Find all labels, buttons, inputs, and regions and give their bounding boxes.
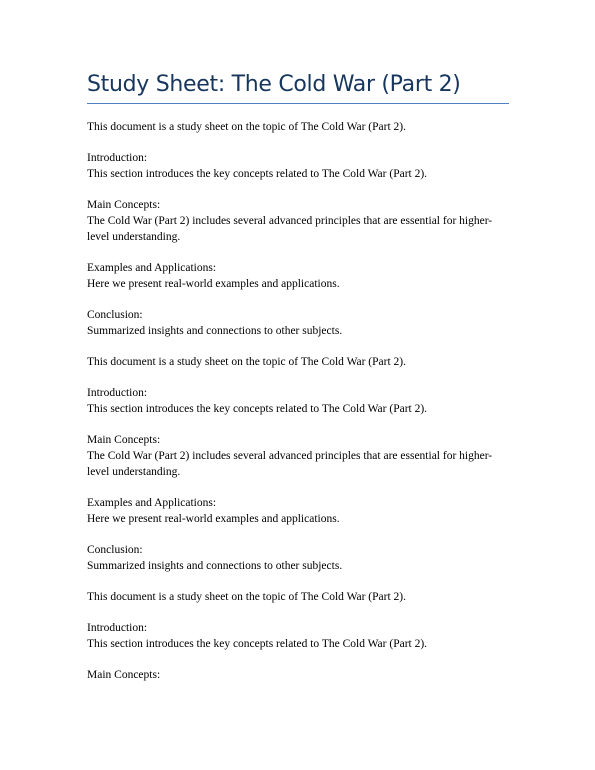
main-concepts-section bbox=[87, 197, 507, 245]
section-heading: Main Concepts: bbox=[87, 434, 161, 446]
introduction-section bbox=[87, 150, 507, 182]
section-text: This section introduces the key concepts related to The Cold War (Part 2). bbox=[87, 168, 428, 180]
section-text: This section introduces the key concepts related to The Cold War (Part 2). bbox=[87, 638, 428, 650]
intro-paragraph: This document is a study sheet on the topic of The Cold War (Part 2). bbox=[87, 591, 406, 603]
section-text: Summarized insights and connections to other subjects. bbox=[87, 560, 343, 572]
section-heading: Introduction: bbox=[87, 387, 148, 399]
document-body bbox=[87, 119, 507, 698]
examples-section bbox=[87, 260, 507, 292]
section-heading: Main Concepts: bbox=[87, 669, 161, 681]
conclusion-section bbox=[87, 542, 507, 574]
main-concepts-section bbox=[87, 432, 507, 480]
introduction-section bbox=[87, 385, 507, 417]
section-heading: Examples and Applications: bbox=[87, 262, 217, 274]
document-title: Study Sheet: The Cold War (Part 2) bbox=[87, 72, 461, 97]
main-concepts-section bbox=[87, 667, 507, 683]
section-heading: Introduction: bbox=[87, 622, 148, 634]
examples-section bbox=[87, 495, 507, 527]
section-text: The Cold War (Part 2) includes several advanced principles that are essential for higher-level understanding. bbox=[87, 450, 493, 478]
section-heading: Conclusion: bbox=[87, 309, 143, 321]
section-heading: Introduction: bbox=[87, 152, 148, 164]
section-text: The Cold War (Part 2) includes several advanced principles that are essential for higher-level understanding. bbox=[87, 215, 493, 243]
section-heading: Conclusion: bbox=[87, 544, 143, 556]
section-text: Summarized insights and connections to other subjects. bbox=[87, 325, 343, 337]
section-heading: Main Concepts: bbox=[87, 199, 161, 211]
intro-paragraph: This document is a study sheet on the topic of The Cold War (Part 2). bbox=[87, 121, 406, 133]
title-underline bbox=[87, 103, 509, 104]
conclusion-section bbox=[87, 307, 507, 339]
section-text: This section introduces the key concepts related to The Cold War (Part 2). bbox=[87, 403, 428, 415]
section-heading: Examples and Applications: bbox=[87, 497, 217, 509]
introduction-section bbox=[87, 620, 507, 652]
section-text: Here we present real-world examples and applications. bbox=[87, 278, 340, 290]
section-text: Here we present real-world examples and applications. bbox=[87, 513, 340, 525]
intro-paragraph: This document is a study sheet on the topic of The Cold War (Part 2). bbox=[87, 356, 406, 368]
